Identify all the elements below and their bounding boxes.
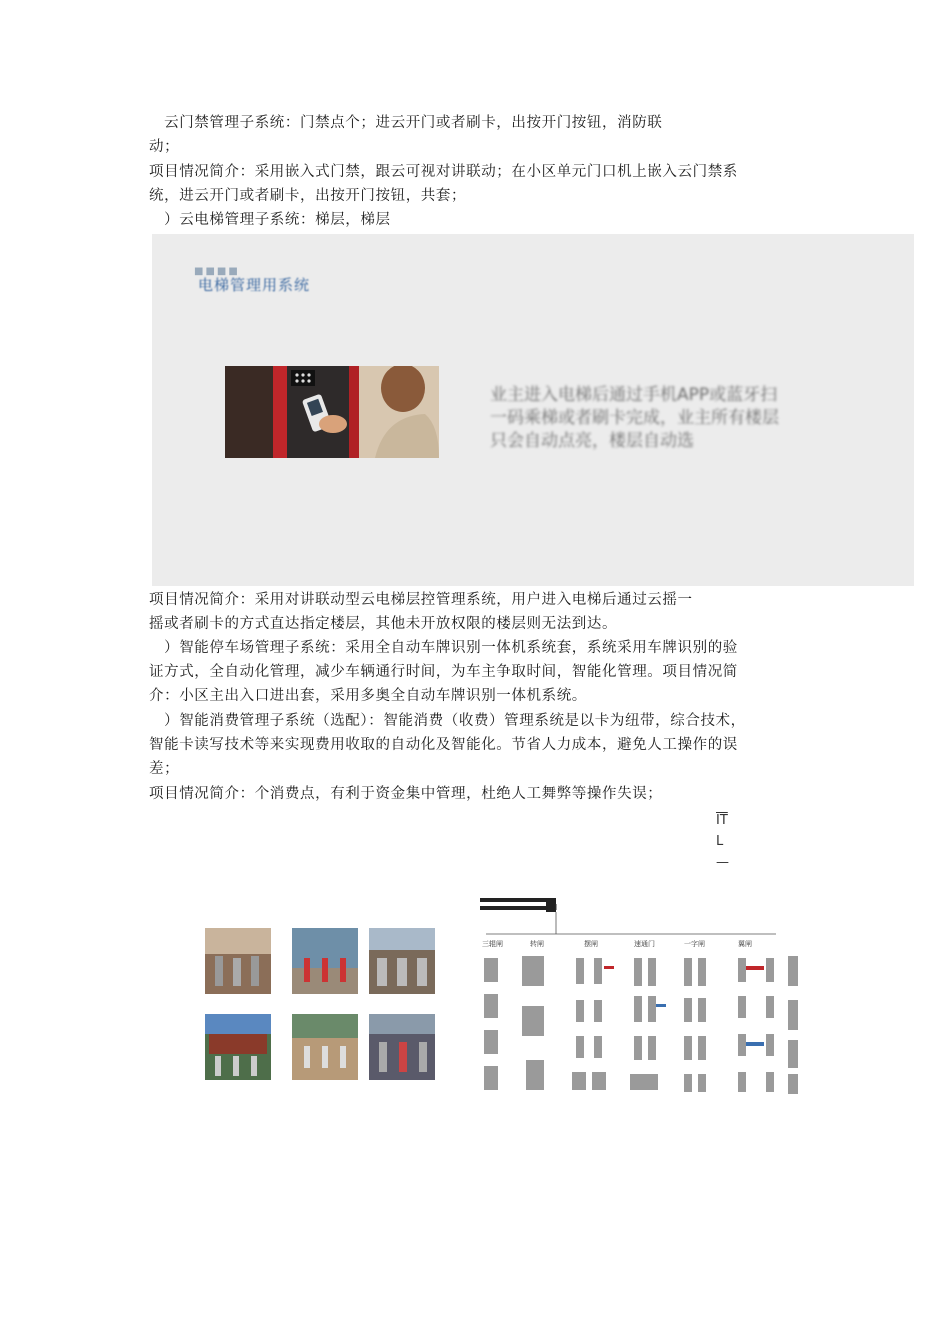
paragraph-line: ）云电梯管理子系统：梯层，梯层	[149, 212, 391, 228]
paragraph-line: 介：小区主出入口进出套，采用多奥全自动车牌识别一体机系统。	[149, 688, 587, 704]
turnstile-photo	[205, 928, 271, 994]
elevator-phone-photo	[225, 366, 439, 458]
paragraph-line: ）智能消费管理子系统（选配）：智能消费（收费）管理系统是以卡为纽带，综合技术，	[149, 713, 746, 729]
category-label: 一字闸	[684, 940, 705, 948]
panel-title: 电梯管理用系统	[198, 276, 311, 294]
turnstile-photo	[205, 1014, 271, 1080]
paragraph-line: 项目情况简介：采用嵌入式门禁，跟云可视对讲联动；在小区单元门口机上嵌入云门禁系	[149, 164, 738, 180]
paragraph-line: 证方式，全自动化管理，减少车辆通行时间，为车主争取时间，智能化管理。项目情况简	[149, 664, 738, 680]
category-label: 转闸	[530, 940, 544, 948]
paragraph-line: 项目情况简介：采用对讲联动型云电梯层控管理系统，用户进入电梯后通过云摇一	[149, 592, 693, 608]
turnstile-photo	[369, 1014, 435, 1080]
margin-marks: $\overline{IT}$ L —	[716, 813, 729, 870]
category-label: 翼闸	[738, 940, 752, 948]
paragraph-line: 智能卡读写技术等来实现费用收取的自动化及智能化。节省人力成本，避免人工操作的误	[149, 737, 738, 753]
product-thumbnails	[484, 956, 798, 1094]
category-label: 三辊闸	[482, 940, 503, 948]
paragraph-line: 差；	[149, 761, 180, 777]
turnstile-photo	[292, 928, 358, 994]
turnstile-photo	[369, 928, 435, 994]
elevator-system-image	[152, 234, 914, 586]
turnstile-photo-grid	[205, 928, 440, 1083]
paragraph-line: 统，进云开门或者刷卡，出按开门按钮，共套；	[149, 188, 467, 204]
category-label: 速通门	[634, 940, 655, 948]
paragraph-line: 项目情况简介：个消费点，有利于资金集中管理，杜绝人工舞弊等操作失误；	[149, 786, 663, 802]
paragraph-line: 动；	[149, 139, 180, 155]
decorative-dots: ■■■■	[194, 266, 240, 277]
paragraph-line: 摇或者刷卡的方式直达指定楼层，其他未开放权限的楼层则无法到达。	[149, 616, 618, 632]
turnstile-product-diagram	[476, 896, 816, 1104]
paragraph-line: ）智能停车场管理子系统：采用全自动车牌识别一体机系统套，系统采用车牌识别的验	[149, 640, 738, 656]
paragraph-line: 云门禁管理子系统：门禁点个；进云开门或者刷卡，出按开门按钮，消防联	[149, 115, 663, 131]
turnstile-photo	[292, 1014, 358, 1080]
panel-blurred-text: 业主进入电梯后通过手机APP或蓝牙扫 一码乘梯或者刷卡完成，业主所有楼层 只会自动点亮，楼层自动选	[490, 385, 779, 451]
category-label: 摆闸	[584, 940, 598, 948]
